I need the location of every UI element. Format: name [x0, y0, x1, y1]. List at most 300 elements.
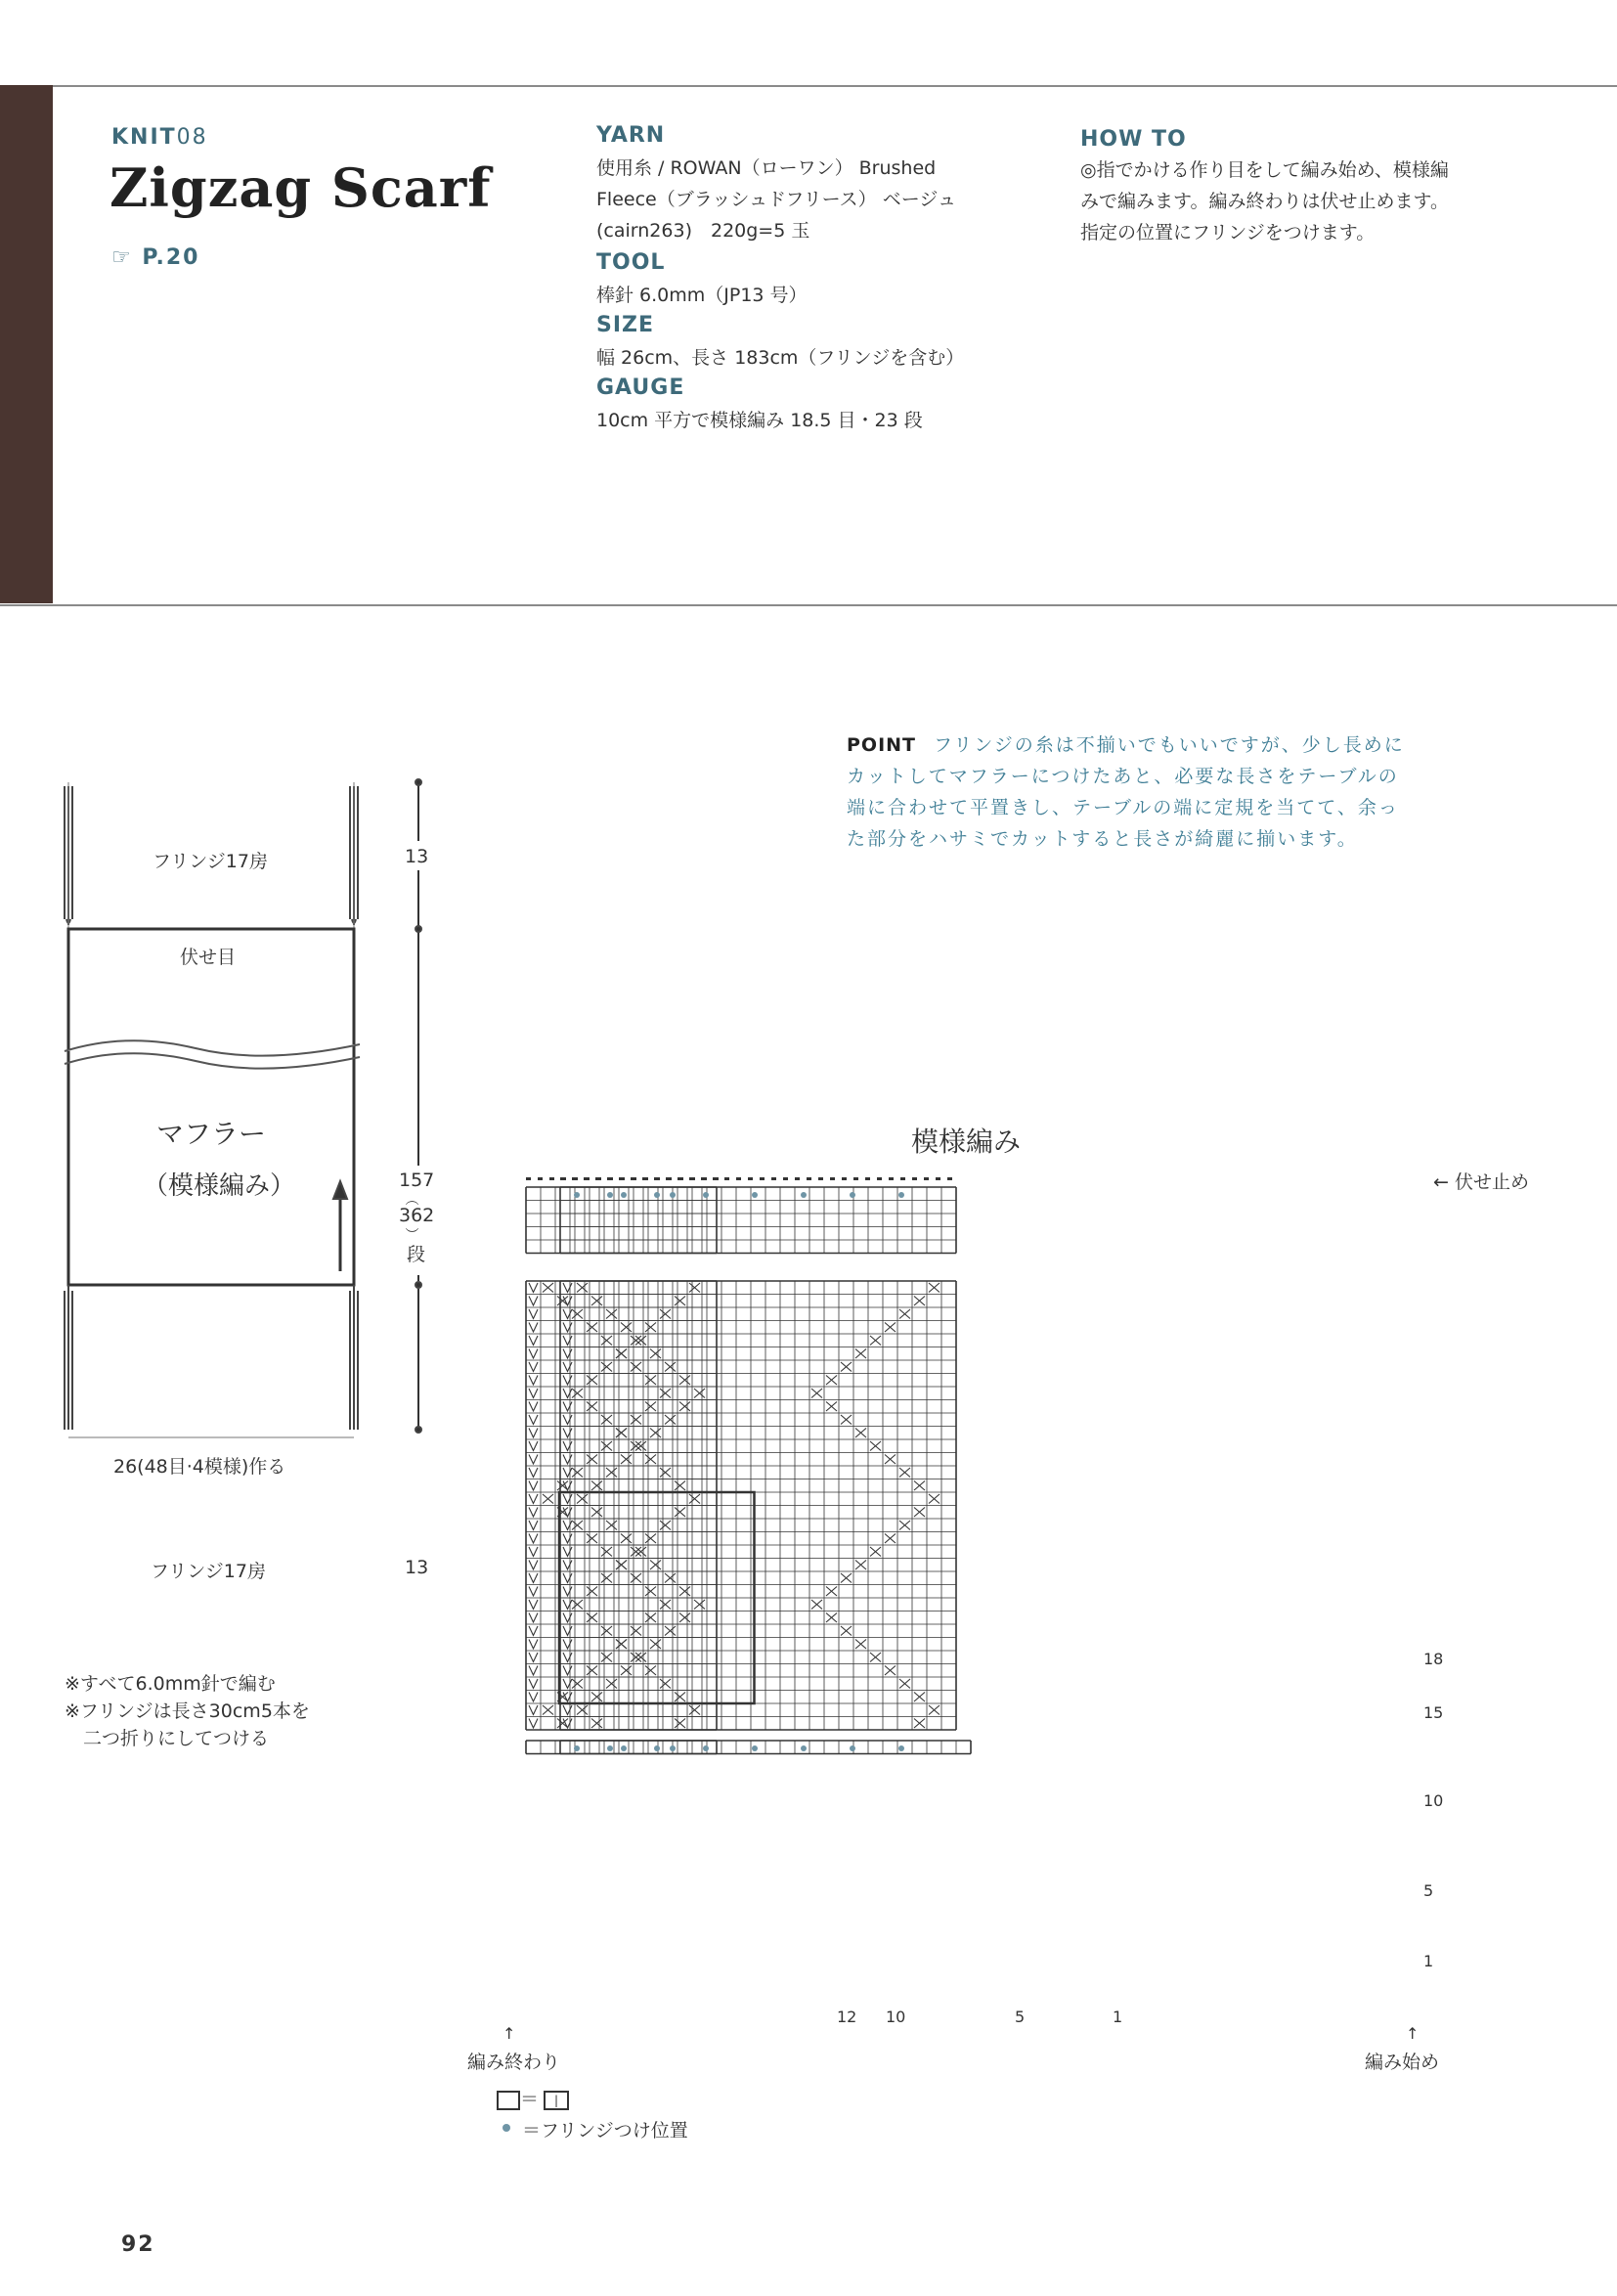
stitch-symbol: [914, 1693, 925, 1702]
edge-slip-symbol: [529, 1376, 538, 1386]
stitch-symbol: [841, 1415, 852, 1425]
edge-slip-symbol: [563, 1587, 572, 1597]
stitch-symbol: [572, 1468, 583, 1478]
stitch-symbol: [572, 1309, 583, 1319]
bind-off-dot: [526, 1177, 531, 1180]
stitch-symbol: [587, 1455, 597, 1465]
stitch-symbol: [631, 1441, 641, 1451]
fringe-dot: [703, 1192, 709, 1198]
legend-empty-square: [497, 2091, 520, 2110]
stitch-symbol: [899, 1309, 910, 1319]
knit-number: 08: [176, 125, 208, 150]
stitch-symbol: [826, 1613, 837, 1623]
stitch-symbol: [601, 1573, 612, 1583]
bind-off-dot: [538, 1177, 543, 1180]
bind-off-dot: [807, 1177, 811, 1180]
tool-heading: TOOL: [596, 250, 666, 275]
bind-off-dot: [595, 1177, 600, 1180]
edge-slip-symbol: [563, 1323, 572, 1333]
stitch-symbol: [841, 1362, 852, 1372]
edge-slip-symbol: [529, 1640, 538, 1650]
edge-slip-symbol: [529, 1309, 538, 1319]
stitch-symbol: [591, 1481, 602, 1491]
stitch-symbol: [841, 1626, 852, 1636]
stitch-symbol: [689, 1494, 700, 1504]
stitch-symbol: [870, 1547, 881, 1557]
yarn-line-1: 使用糸 / ROWAN（ローワン） Brushed: [596, 157, 937, 179]
row-number-1: 1: [1423, 1952, 1434, 1970]
stitch-symbol: [665, 1415, 676, 1425]
edge-slip-symbol: [529, 1679, 538, 1689]
start-label: 編み始め: [1365, 2052, 1440, 2073]
howto-line-3: 指定の位置にフリンジをつけます。: [1080, 222, 1376, 243]
note-1: ※すべて6.0mm針で編む: [65, 1673, 276, 1695]
fringe-dot: [752, 1745, 758, 1751]
stitch-symbol: [572, 1600, 583, 1610]
stitch-symbol: [914, 1508, 925, 1518]
stitch-symbol: [885, 1534, 896, 1544]
bind-off-dot: [748, 1177, 753, 1180]
fringe-dot: [670, 1745, 676, 1751]
bind-off-dot: [619, 1177, 624, 1180]
col-number-1: 1: [1113, 2008, 1123, 2026]
edge-slip-symbol: [563, 1719, 572, 1729]
yarn-heading: YARN: [596, 123, 666, 148]
dimension-top-value: 13: [405, 846, 429, 867]
stitch-symbol: [606, 1309, 617, 1319]
howto-line-2: みで編みます。編み終わりは伏せ止めます。: [1080, 191, 1449, 212]
page-title: Zigzag Scarf: [109, 156, 492, 219]
end-arrow: ↑: [503, 2024, 516, 2043]
point-line-1: フリンジの糸は不揃いでもいいですが、少し長めに: [934, 734, 1405, 756]
stitch-symbol: [811, 1389, 822, 1398]
stitch-symbol: [899, 1521, 910, 1530]
chart-title: 模様編み: [911, 1126, 1022, 1158]
stitch-symbol: [660, 1389, 671, 1398]
fringe-dot: [898, 1745, 904, 1751]
row-number-5: 5: [1423, 1881, 1434, 1900]
bind-off-dot: [783, 1177, 788, 1180]
break-wave-top: [65, 1040, 360, 1055]
stitch-symbol: [914, 1481, 925, 1491]
stitch-symbol: [899, 1679, 910, 1689]
row-number-10: 10: [1423, 1791, 1444, 1810]
row-number-15: 15: [1423, 1703, 1444, 1722]
stitch-symbol: [870, 1441, 881, 1451]
edge-slip-symbol: [529, 1389, 538, 1398]
fringe-dot: [801, 1745, 807, 1751]
stitch-symbol: [577, 1494, 588, 1504]
edge-slip-symbol: [529, 1626, 538, 1636]
stitch-symbol: [606, 1679, 617, 1689]
stitch-symbol: [855, 1349, 866, 1359]
bind-off-dot: [677, 1177, 682, 1180]
point-line-4: た部分をハサミでカットすると長さが綺麗に揃います。: [847, 828, 1358, 850]
bind-off-dot: [760, 1177, 765, 1180]
stitch-symbol: [587, 1613, 597, 1623]
edge-slip-symbol: [529, 1323, 538, 1333]
stitch-symbol: [665, 1626, 676, 1636]
stitch-symbol: [675, 1719, 685, 1729]
dimension-mid-unit: 段: [407, 1244, 426, 1265]
stitch-symbol: [650, 1429, 661, 1438]
cast-on-label: 26(48目·4模様)作る: [109, 1452, 289, 1479]
stitch-symbol: [587, 1376, 597, 1386]
dimension-mid-paren-open: （: [403, 1192, 418, 1206]
legend-fringe-label: ＝フリンジつけ位置: [522, 2120, 688, 2141]
stitch-symbol: [631, 1336, 641, 1346]
fringe-dot: [607, 1192, 613, 1198]
edge-slip-symbol: [563, 1666, 572, 1676]
stitch-symbol: [855, 1561, 866, 1570]
stitch-symbol: [811, 1600, 822, 1610]
bind-off-dot: [889, 1177, 894, 1180]
fringe-dot: [670, 1192, 676, 1198]
edge-slip-symbol: [529, 1429, 538, 1438]
stitch-symbol: [679, 1587, 690, 1597]
bind-off-dot: [701, 1177, 706, 1180]
edge-slip-symbol: [563, 1508, 572, 1518]
stitch-symbol: [929, 1494, 940, 1504]
edge-slip-symbol: [563, 1455, 572, 1465]
dimension-bottom-value: 13: [405, 1557, 429, 1578]
stitch-symbol: [689, 1705, 700, 1715]
edge-slip-symbol: [563, 1362, 572, 1372]
bind-off-dot: [666, 1177, 671, 1180]
stitch-symbol: [635, 1547, 646, 1557]
edge-slip-symbol: [529, 1693, 538, 1702]
stitch-symbol: [601, 1362, 612, 1372]
edge-slip-symbol: [563, 1283, 572, 1293]
bind-off-dot: [830, 1177, 835, 1180]
fringe-dot: [898, 1192, 904, 1198]
bind-off-dot: [713, 1177, 718, 1180]
stitch-symbol: [591, 1508, 602, 1518]
stitch-symbol: [899, 1468, 910, 1478]
stitch-symbol: [631, 1362, 641, 1372]
stitch-symbol: [826, 1587, 837, 1597]
bind-off-dot: [572, 1177, 577, 1180]
edge-slip-symbol: [563, 1376, 572, 1386]
bind-off-dot: [900, 1177, 905, 1180]
bind-off-dot: [877, 1177, 882, 1180]
edge-slip-symbol: [529, 1455, 538, 1465]
size-heading: SIZE: [596, 313, 655, 337]
dimension-mid-rows: 362: [399, 1205, 435, 1226]
stitch-symbol: [631, 1573, 641, 1583]
edge-slip-symbol: [563, 1336, 572, 1346]
stitch-symbol: [631, 1415, 641, 1425]
row-number-18: 18: [1423, 1650, 1444, 1668]
edge-slip-symbol: [529, 1561, 538, 1570]
stitch-symbol: [645, 1666, 656, 1676]
stitch-symbol: [694, 1600, 705, 1610]
stitch-symbol: [616, 1640, 627, 1650]
stitch-symbol: [660, 1600, 671, 1610]
dimension-mid-value: 157: [399, 1170, 435, 1191]
edge-slip-symbol: [563, 1415, 572, 1425]
bind-off-dot: [724, 1177, 729, 1180]
stitch-symbol: [914, 1719, 925, 1729]
top-rule: [0, 85, 1617, 87]
edge-slip-symbol: [563, 1297, 572, 1306]
stitch-symbol: [645, 1534, 656, 1544]
edge-slip-symbol: [563, 1600, 572, 1610]
stitch-symbol: [929, 1705, 940, 1715]
direction-arrowhead: [333, 1181, 347, 1199]
edge-slip-symbol: [529, 1547, 538, 1557]
edge-slip-symbol: [563, 1349, 572, 1359]
howto-line-1: ◎指でかける作り目をして編み始め、模様編: [1080, 159, 1449, 181]
point-line-3: 端に合わせて平置きし、テーブルの端に定規を当てて、余っ: [847, 797, 1399, 818]
stitch-symbol: [645, 1402, 656, 1412]
fringe-bottom-label: フリンジ17房: [151, 1561, 266, 1582]
stitch-symbol: [543, 1283, 553, 1293]
edge-slip-symbol: [563, 1693, 572, 1702]
stitch-symbol: [601, 1626, 612, 1636]
edge-slip-symbol: [529, 1613, 538, 1623]
fringe-top-label: フリンジ17房: [153, 851, 268, 872]
edge-slip-symbol: [529, 1481, 538, 1491]
stitch-symbol: [885, 1455, 896, 1465]
stitch-symbol: [635, 1336, 646, 1346]
stitch-symbol: [929, 1283, 940, 1293]
stitch-symbol: [601, 1441, 612, 1451]
fringe-dot: [574, 1192, 580, 1198]
edge-slip-symbol: [529, 1508, 538, 1518]
edge-slip-symbol: [529, 1587, 538, 1597]
gauge-heading: GAUGE: [596, 375, 685, 400]
gauge-text: 10cm 平方で模様編み 18.5 目・23 段: [596, 410, 923, 431]
stitch-symbol: [855, 1640, 866, 1650]
col-number-10: 10: [886, 2008, 906, 2026]
stitch-symbol: [577, 1283, 588, 1293]
point-label: POINT: [847, 734, 917, 756]
bind-off-dot: [924, 1177, 929, 1180]
bind-off-dot: [947, 1177, 952, 1180]
bind-off-dot: [689, 1177, 694, 1180]
edge-slip-symbol: [529, 1521, 538, 1530]
stitch-symbol: [885, 1666, 896, 1676]
edge-slip-symbol: [529, 1468, 538, 1478]
stitch-symbol: [587, 1666, 597, 1676]
stitch-symbol: [694, 1389, 705, 1398]
stitch-symbol: [679, 1402, 690, 1412]
stitch-symbol: [645, 1455, 656, 1465]
stitch-symbol: [679, 1376, 690, 1386]
stitch-symbol: [660, 1679, 671, 1689]
stitch-symbol: [606, 1521, 617, 1530]
bind-off-dot: [642, 1177, 647, 1180]
edge-slip-symbol: [529, 1534, 538, 1544]
stitch-symbol: [543, 1494, 553, 1504]
chart-bind-off-label: ← 伏せ止め: [1433, 1171, 1529, 1193]
bind-off-dot: [584, 1177, 589, 1180]
edge-slip-symbol: [529, 1600, 538, 1610]
fringe-dot: [574, 1745, 580, 1751]
stitch-symbol: [826, 1402, 837, 1412]
bind-off-dot: [631, 1177, 635, 1180]
stitch-symbol: [591, 1693, 602, 1702]
edge-slip-symbol: [529, 1441, 538, 1451]
edge-slip-symbol: [563, 1573, 572, 1583]
dimension-dot-3: [415, 1282, 421, 1288]
edge-slip-symbol: [563, 1468, 572, 1478]
stitch-symbol: [645, 1587, 656, 1597]
fringe-dot: [607, 1745, 613, 1751]
edge-slip-symbol: [529, 1573, 538, 1583]
yarn-line-2: Fleece（ブラッシュドフリース） ベージュ: [596, 189, 956, 210]
tool-text: 棒針 6.0mm（JP13 号）: [596, 285, 808, 306]
bind-off-dot: [771, 1177, 776, 1180]
end-label: 編み終わり: [467, 2052, 561, 2073]
bottom-rule: [0, 604, 1617, 606]
page-number: 92: [121, 2232, 155, 2257]
edge-slip-symbol: [529, 1297, 538, 1306]
stitch-symbol: [645, 1613, 656, 1623]
edge-slip-symbol: [529, 1402, 538, 1412]
stitch-symbol: [885, 1323, 896, 1333]
dimension-dot-2: [415, 926, 421, 932]
edge-slip-symbol: [563, 1561, 572, 1570]
size-text: 幅 26cm、長さ 183cm（フリンジを含む）: [596, 347, 965, 369]
stitch-symbol: [660, 1468, 671, 1478]
stitch-symbol: [631, 1653, 641, 1662]
dimension-mid-paren-close: ）: [403, 1227, 418, 1241]
knit-label: KNIT08: [111, 125, 208, 150]
stitch-symbol: [675, 1481, 685, 1491]
edge-slip-symbol: [529, 1415, 538, 1425]
legend-knit-square: |: [544, 2091, 569, 2110]
stitch-symbol: [635, 1441, 646, 1451]
bind-off-dot: [560, 1177, 565, 1180]
stitch-symbol: [665, 1362, 676, 1372]
howto-heading: HOW TO: [1080, 127, 1187, 152]
body-title: マフラー: [156, 1118, 267, 1150]
yarn-line-3: (cairn263) 220g=5 玉: [596, 220, 810, 242]
dimension-dot-1: [415, 779, 421, 785]
stitch-symbol: [645, 1323, 656, 1333]
fringe-dot: [850, 1192, 855, 1198]
bind-off-dot: [607, 1177, 612, 1180]
stitch-symbol: [675, 1297, 685, 1306]
stitch-symbol: [855, 1429, 866, 1438]
fringe-dot: [621, 1745, 627, 1751]
stitch-symbol: [660, 1521, 671, 1530]
edge-slip-symbol: [563, 1534, 572, 1544]
stitch-symbol: [650, 1640, 661, 1650]
edge-slip-symbol: [529, 1349, 538, 1359]
fringe-dot: [621, 1192, 627, 1198]
stitch-symbol: [621, 1534, 632, 1544]
edge-slip-symbol: [563, 1705, 572, 1715]
stitch-symbol: [650, 1561, 661, 1570]
bind-off-dot: [818, 1177, 823, 1180]
edge-slip-symbol: [529, 1719, 538, 1729]
fringe-dot: [850, 1745, 855, 1751]
stitch-symbol: [587, 1323, 597, 1333]
stitch-symbol: [591, 1719, 602, 1729]
edge-slip-symbol: [563, 1679, 572, 1689]
fringe-dot: [801, 1192, 807, 1198]
edge-slip-symbol: [563, 1389, 572, 1398]
edge-slip-symbol: [529, 1362, 538, 1372]
stitch-symbol: [650, 1349, 661, 1359]
edge-slip-symbol: [563, 1429, 572, 1438]
edge-slip-symbol: [529, 1283, 538, 1293]
edge-slip-symbol: [563, 1547, 572, 1557]
col-number-5: 5: [1015, 2008, 1026, 2026]
knitting-chart: [489, 1164, 1447, 2044]
fringe-dot: [752, 1192, 758, 1198]
col-number-12: 12: [837, 2008, 857, 2026]
bind-off-dot: [795, 1177, 800, 1180]
edge-slip-symbol: [563, 1481, 572, 1491]
bind-off-dot: [853, 1177, 858, 1180]
sidebar-band: [0, 85, 53, 603]
stitch-symbol: [689, 1283, 700, 1293]
edge-slip-symbol: [563, 1626, 572, 1636]
stitch-symbol: [606, 1468, 617, 1478]
stitch-symbol: [675, 1508, 685, 1518]
edge-slip-symbol: [563, 1521, 572, 1530]
edge-slip-symbol: [529, 1653, 538, 1662]
stitch-symbol: [616, 1561, 627, 1570]
stitch-symbol: [587, 1587, 597, 1597]
page-reference-link[interactable]: ☞ P.20: [111, 245, 200, 270]
edge-slip-symbol: [529, 1336, 538, 1346]
edge-slip-symbol: [563, 1402, 572, 1412]
bind-off-dot: [912, 1177, 917, 1180]
stitch-symbol: [616, 1429, 627, 1438]
note-3: 二つ折りにしてつける: [65, 1728, 270, 1749]
fringe-dot: [654, 1192, 660, 1198]
stitch-symbol: [591, 1297, 602, 1306]
stitch-symbol: [543, 1705, 553, 1715]
stitch-symbol: [660, 1309, 671, 1319]
scarf-schematic: [49, 773, 459, 1672]
stitch-symbol: [645, 1376, 656, 1386]
bind-off-dot: [654, 1177, 659, 1180]
point-box: [847, 729, 1472, 855]
legend-fringe-dot: [503, 2124, 510, 2132]
edge-slip-symbol: [563, 1309, 572, 1319]
stitch-symbol: [826, 1376, 837, 1386]
stitch-symbol: [870, 1336, 881, 1346]
dimension-dot-4: [415, 1427, 421, 1433]
stitch-symbol: [572, 1521, 583, 1530]
edge-slip-symbol: [529, 1666, 538, 1676]
fringe-dot: [703, 1745, 709, 1751]
stitch-symbol: [621, 1455, 632, 1465]
stitch-symbol: [621, 1666, 632, 1676]
stitch-symbol: [572, 1679, 583, 1689]
stitch-symbol: [601, 1415, 612, 1425]
stitch-symbol: [601, 1653, 612, 1662]
stitch-symbol: [616, 1349, 627, 1359]
body-subtitle: （模様編み）: [143, 1171, 296, 1201]
edge-slip-symbol: [563, 1441, 572, 1451]
stitch-symbol: [631, 1547, 641, 1557]
bottom-left-tassel: [65, 1285, 72, 1430]
edge-slip-symbol: [563, 1613, 572, 1623]
stitch-symbol: [572, 1389, 583, 1398]
stitch-symbol: [587, 1402, 597, 1412]
stitch-symbol: [841, 1573, 852, 1583]
bottom-right-tassel: [350, 1285, 358, 1430]
stitch-symbol: [601, 1336, 612, 1346]
edge-slip-symbol: [563, 1653, 572, 1662]
